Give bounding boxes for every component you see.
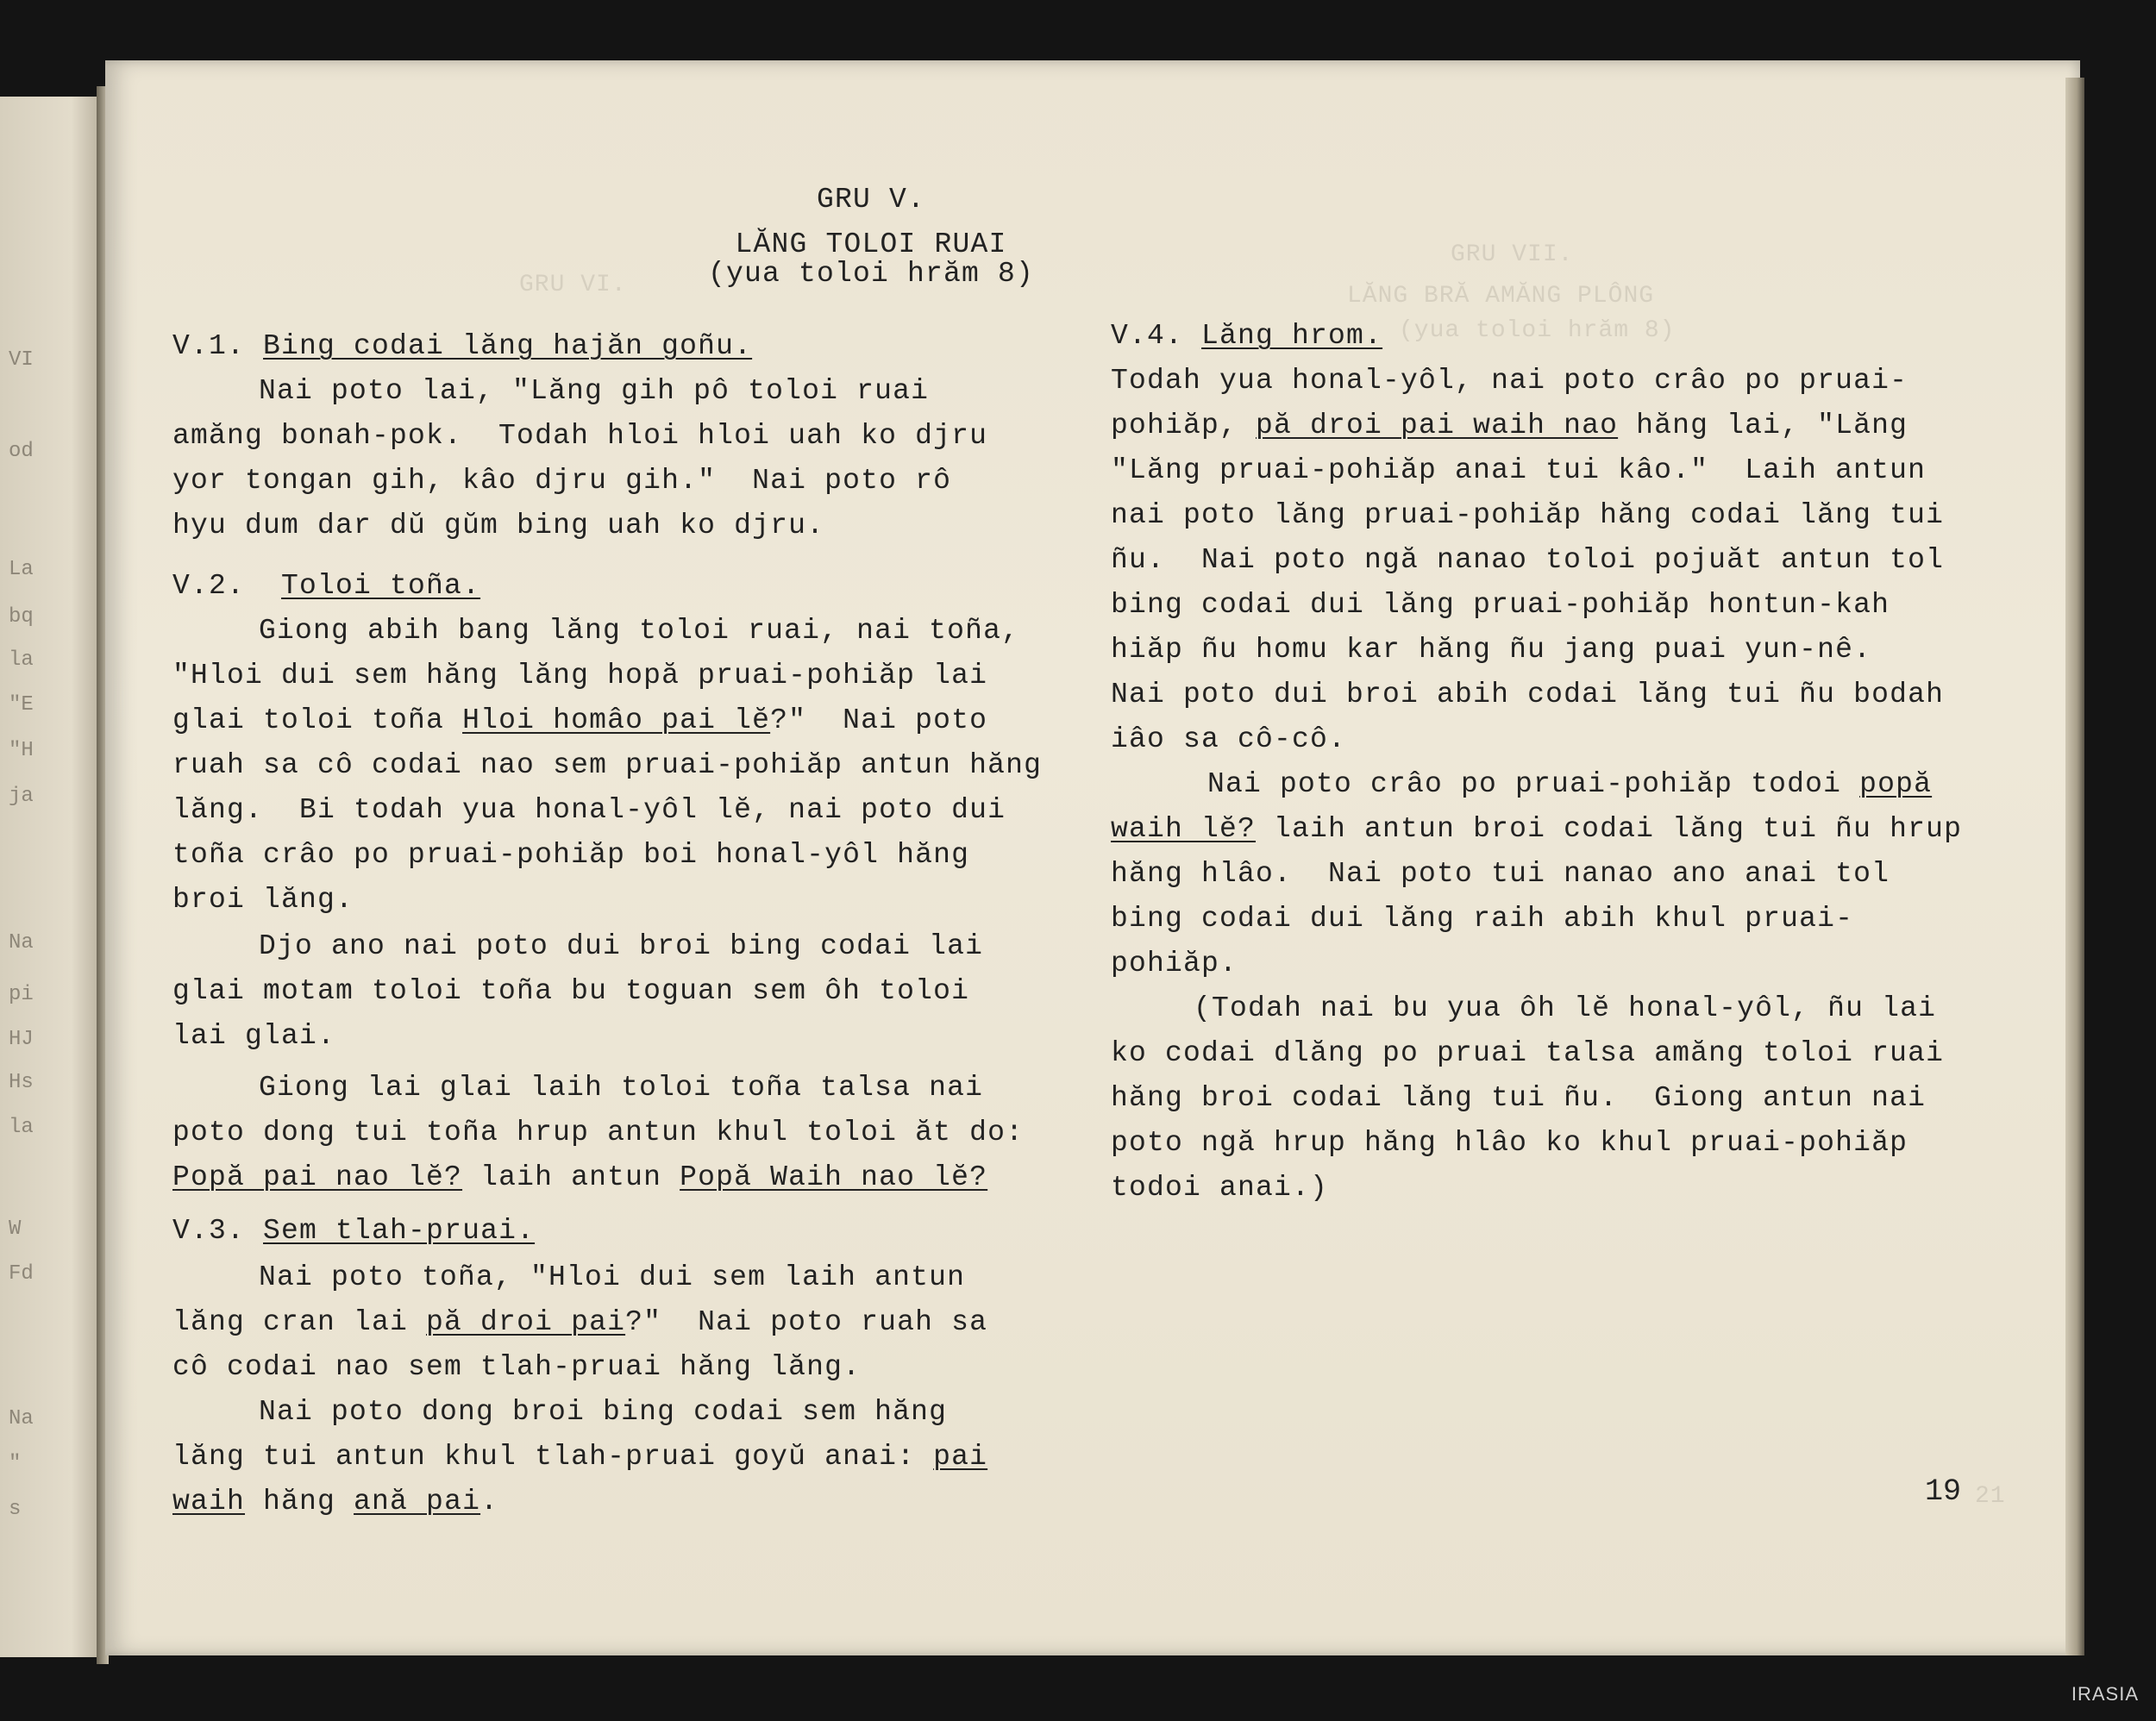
section-title: LĂNG TOLOI RUAI [735,228,1007,260]
section-subtitle: (yua toloi hrăm 8) [707,258,1035,290]
text-fragment: . [480,1486,499,1518]
text-line: iâo sa cô-cô. [1111,723,1347,755]
bleed-through-left-heading: GRU VI. [519,272,627,298]
text-line [172,704,987,738]
subsection-title: Sem tlah-pruai. [263,1215,536,1247]
left-page-fragment: "E [9,693,34,717]
subsection-heading-v2 [172,569,480,604]
text-line: "Hloi dui sem hăng lăng hopă pruai-pohiăp lai [172,660,988,692]
text-line: Todah yua honal-yôl, nai poto crâo po pruai- [1111,365,1908,397]
left-page-fragment: "H [9,739,34,762]
text-line: poto ngă hrup hăng hlâo ko khul pruai-pohiăp [1111,1127,1908,1159]
left-page-fragment: od [9,440,34,463]
text-fragment: hăng [245,1486,354,1518]
left-page-fragment: " [9,1452,22,1475]
text-line: Nai poto lai, "Lăng gih pô toloi ruai [259,375,930,407]
text-line: nai poto lăng pruai-pohiăp hăng codai lăng tui [1111,499,1945,531]
text-line [172,1440,987,1474]
text-line: (Todah nai bu yua ôh lĕ honal-yôl, ñu lai [1194,992,1937,1024]
bleed-through-heading: GRU VII. [1451,241,1574,268]
text-fragment: pohiăp, [1111,410,1257,441]
text-line: Nai poto dong broi bing codai sem hăng [259,1396,948,1428]
bleed-through-subtitle: (yua toloi hrăm 8) [1399,317,1676,344]
text-fragment: hăng lai, "Lăng [1618,410,1908,441]
text-fragment: lăng tui antun khul tlah-pruai goyŭ anai: [172,1441,934,1473]
left-page-fragment: W [9,1217,22,1241]
archive-watermark: IRASIA [2071,1683,2139,1705]
text-line: Djo ano nai poto dui broi bing codai lai [259,930,984,962]
text-line [1207,767,1932,802]
underlined-phrase: pai [933,1441,988,1473]
text-line: hăng broi codai lăng tui ñu. Giong antun nai [1111,1082,1927,1114]
text-fragment: lăng cran lai [172,1306,427,1338]
underlined-phrase: ană pai [354,1486,481,1518]
text-line: ruah sa cô codai nao sem pruai-pohiăp antun hăng [172,749,1043,781]
text-line: pohiăp. [1111,948,1238,979]
bleed-through-page-number: 21 [1975,1483,2006,1510]
text-line: yor tongan gih, kâo djru gih." Nai poto rô [172,465,952,497]
underlined-phrase: waih lĕ? [1111,813,1257,845]
text-line: bing codai dui lăng pruai-pohiăp hontun-kah [1111,589,1890,621]
chapter-heading: GRU V. [816,184,926,216]
text-line: Giong lai glai laih toloi toña talsa nai [259,1072,984,1104]
left-page-fragment: VI [9,348,34,372]
underlined-phrase: Hloi homâo pai lĕ [462,704,771,736]
subsection-number: V.3. [172,1215,246,1247]
text-line: Nai poto dui broi abih codai lăng tui ñu bodah [1111,679,1945,710]
underlined-phrase: popă [1859,768,1933,800]
left-page-fragment: la [9,648,34,672]
right-page [105,60,2080,1655]
text-fragment: Nai poto crâo po pruai-pohiăp todoi [1207,768,1860,800]
text-line: glai motam toloi toña bu toguan sem ôh toloi [172,975,970,1007]
left-page-fragment: pi [9,983,34,1006]
subsection-heading-v1 [172,329,752,364]
text-line: toña crâo po pruai-pohiăp boi honal-yôl hăng [172,839,970,871]
left-page-fragment: La [9,558,34,581]
text-fragment: glai toloi toña [172,704,463,736]
text-fragment: ?" Nai poto [770,704,988,736]
left-page-fragment: Fd [9,1262,34,1286]
subsection-number: V.2. [172,570,246,602]
text-line: "Lăng pruai-pohiăp anai tui kâo." Laih antun [1111,454,1927,486]
underlined-phrase: Popă Waih nao lĕ? [680,1161,988,1193]
subsection-title: Lăng hrom. [1201,320,1383,352]
text-line [172,1161,987,1195]
underlined-phrase: pă droi pai waih nao [1256,410,1619,441]
underlined-phrase: waih [172,1486,246,1518]
left-page-edge [0,97,102,1657]
left-page-fragment: ja [9,785,34,808]
text-line: poto dong tui toña hrup antun khul toloi ăt do: [172,1117,1025,1148]
text-line: amăng bonah-pok. Todah hloi hloi uah ko djru [172,420,988,452]
text-line: hyu dum dar dŭ gŭm bing uah ko djru. [172,510,825,541]
underlined-phrase: pă droi pai [426,1306,626,1338]
left-page-fragment: bq [9,605,34,629]
text-line: cô codai nao sem tlah-pruai hăng lăng. [172,1351,862,1383]
text-line: Giong abih bang lăng toloi ruai, nai toña, [259,615,1020,647]
left-page-fragment: Hs [9,1071,34,1094]
text-line [1111,812,1962,847]
bleed-through-title: LĂNG BRĂ AMĂNG PLÔNG [1347,283,1655,310]
text-line [172,1305,987,1340]
underlined-phrase: Popă pai nao lĕ? [172,1161,463,1193]
text-line: todoi anai.) [1111,1172,1329,1204]
text-line: hăng hlâo. Nai poto tui nanao ano anai tol [1111,858,1890,890]
text-fragment: laih antun broi codai lăng tui ñu hrup [1256,813,1963,845]
subsection-title: Bing codai lăng hajăn goñu. [263,330,753,362]
text-line: Nai poto toña, "Hloi dui sem laih antun [259,1261,966,1293]
text-line [172,1485,498,1519]
left-page-fragment: Na [9,1407,34,1430]
subsection-number: V.1. [172,330,246,362]
left-page-fragment: la [9,1116,34,1139]
subsection-title: Toloi toña. [281,570,481,602]
left-page-fragment: HJ [9,1028,34,1051]
text-line: ñu. Nai poto ngă nanao toloi pojuăt antun tol [1111,544,1945,576]
text-line: hiăp ñu homu kar hăng ñu jang puai yun-nê. [1111,634,1872,666]
text-fragment: ?" Nai poto ruah sa [625,1306,988,1338]
subsection-heading-v4 [1111,319,1382,354]
text-line: lăng. Bi todah yua honal-yôl lĕ, nai poto dui [172,794,1006,826]
text-line: lai glai. [172,1020,336,1052]
left-page-fragment: Na [9,931,34,954]
text-line: bing codai dui lăng raih abih khul pruai- [1111,903,1854,935]
text-fragment: laih antun [462,1161,680,1193]
left-page-fragment: s [9,1498,22,1521]
text-line [1111,409,1908,443]
text-line: ko codai dlăng po pruai talsa amăng toloi ruai [1111,1037,1945,1069]
page-edge-shadow [2065,78,2084,1655]
subsection-number: V.4. [1111,320,1184,352]
page-number: 19 [1925,1474,1962,1509]
subsection-heading-v3 [172,1214,535,1249]
text-line: broi lăng. [172,884,354,916]
